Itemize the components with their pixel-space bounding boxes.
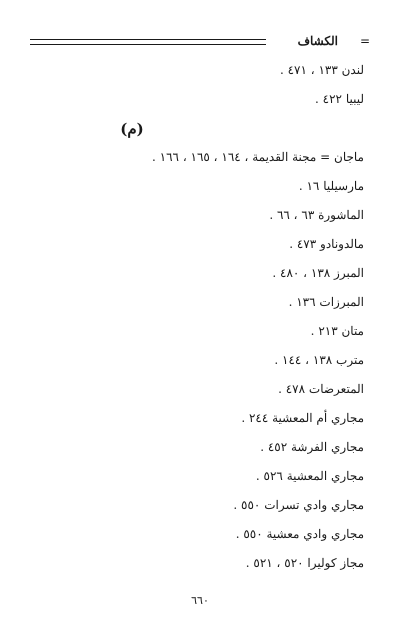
index-entry: مارسيليا ١٦ .	[298, 179, 364, 193]
index-entry: مجاري المعشية ٥٢٦ .	[255, 469, 364, 483]
index-entry: مجاز كوليرا ٥٢٠ ، ٥٢١ .	[245, 556, 364, 570]
index-entry: مترب ١٣٨ ، ١٤٤ .	[274, 353, 364, 367]
index-entry: ماجان = مجنة القديمة ، ١٦٤ ، ١٦٥ ، ١٦٦ .	[152, 150, 364, 164]
header-marker: =	[359, 34, 370, 48]
index-entry: مجاري الفرشة ٤٥٢ .	[260, 440, 364, 454]
index-entry: المتعرضات ٤٧٨ .	[278, 382, 364, 396]
header-rule	[30, 39, 266, 45]
index-entry: مجاري أم المعشية ٢٤٤ .	[241, 411, 364, 425]
index-entry: المبرز ١٣٨ ، ٤٨٠ .	[272, 266, 364, 280]
index-entry: الماشورة ٦٣ ، ٦٦ .	[269, 208, 364, 222]
index-entries	[30, 62, 364, 584]
running-header	[30, 34, 370, 48]
index-entry: متان ٢١٣ .	[310, 324, 364, 338]
section-letter: (م)	[120, 120, 144, 138]
index-entry: ليبيا ٤٢٢ .	[315, 92, 364, 106]
index-entry: مالدونادو ٤٧٣ .	[289, 237, 364, 251]
header-title: الكشاف	[297, 34, 338, 48]
index-entry: مجاري وادي معشية ٥٥٠ .	[235, 527, 364, 541]
page-number: ٦٦٠	[191, 594, 209, 607]
index-entry: المبرزات ١٣٦ .	[288, 295, 364, 309]
index-entry: مجاري وادي تسرات ٥٥٠ .	[233, 498, 364, 512]
index-entry: لندن ١٣٣ ، ٤٧١ .	[279, 63, 364, 77]
